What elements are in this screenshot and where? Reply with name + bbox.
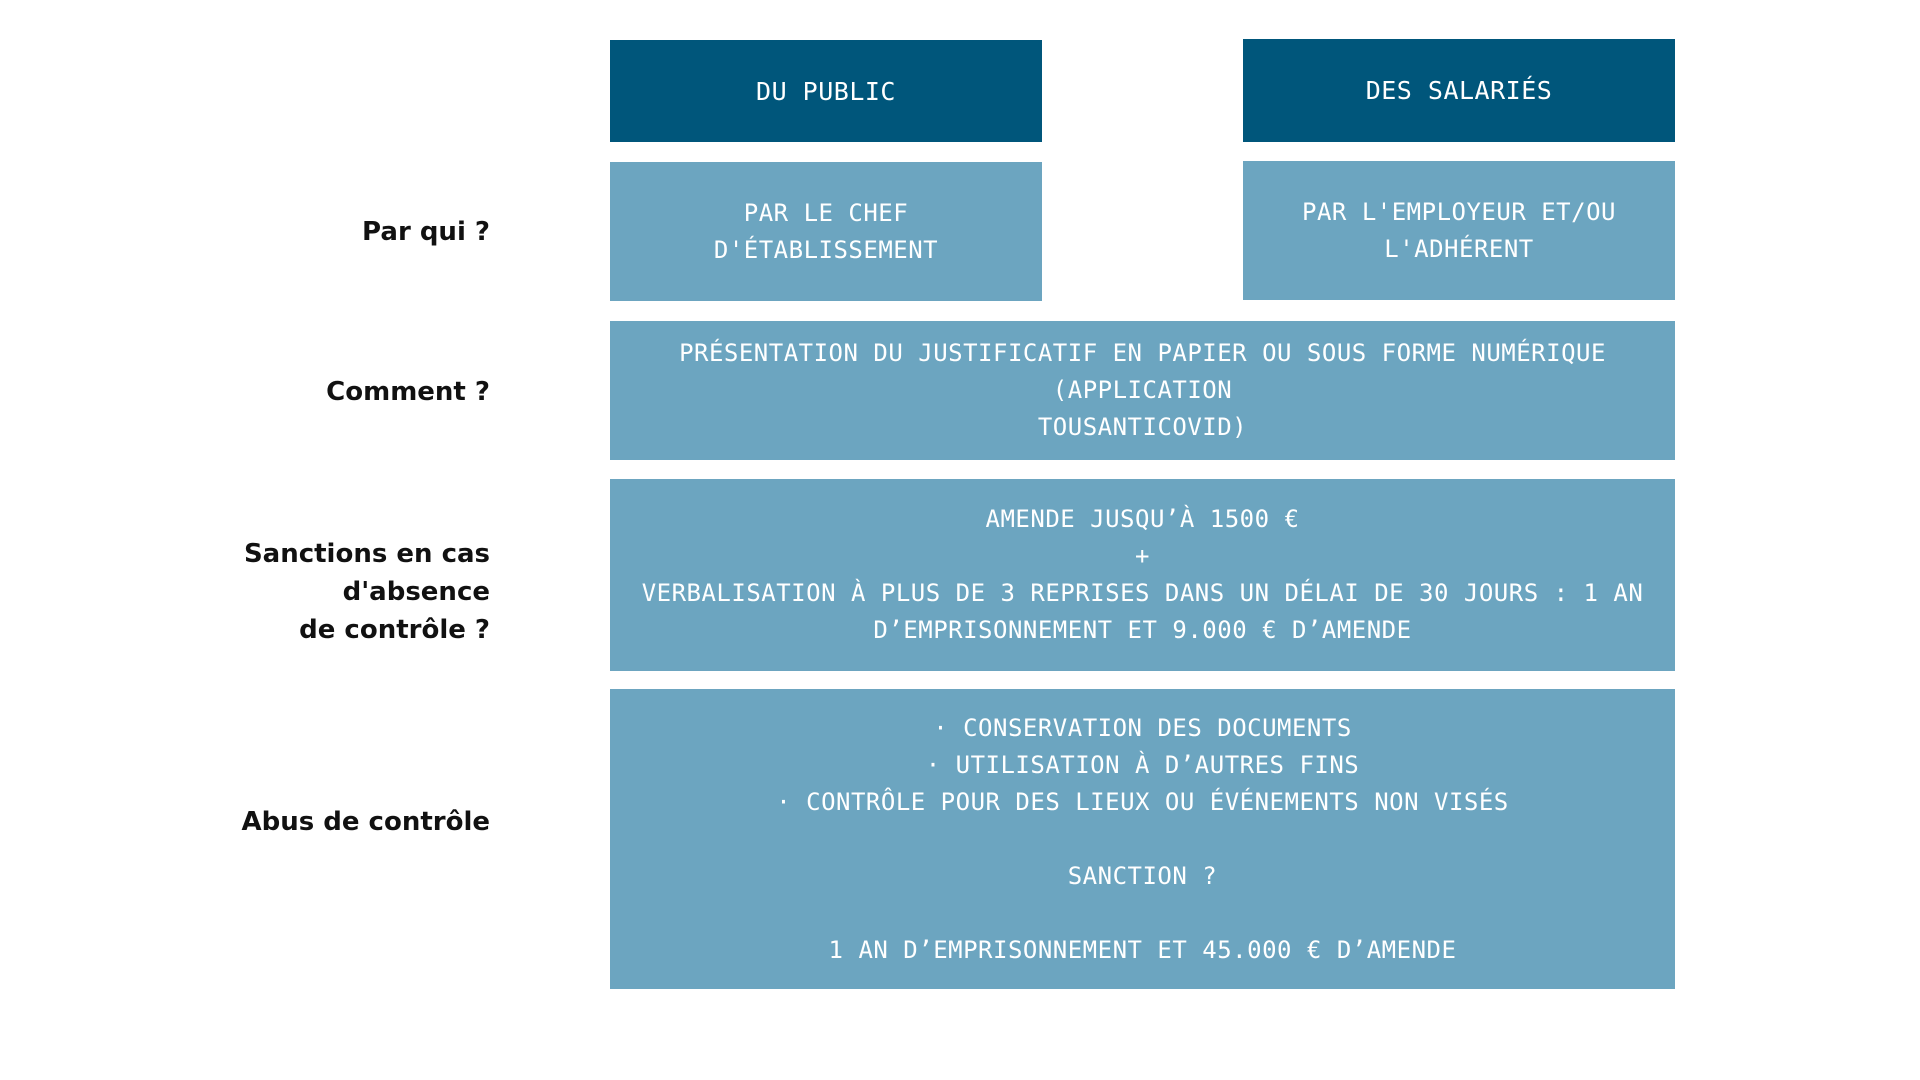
- row-label-sanctions: Sanctions en cas d'absence de contrôle ?: [243, 539, 490, 645]
- cell-par-qui-salaries: PAR L'EMPLOYEUR ET/OU L'ADHÉRENT: [1243, 161, 1675, 300]
- cell-abus-de-controle: · CONSERVATION DES DOCUMENTS · UTILISATION À D’AUTRES FINS · CONTRÔLE POUR DES LIEUX OU ÉVÉNEMENTS NON VISÉS SANCTION ? 1 AN D’EMPRISONNEMENT ET 45.000 € D’AMENDE: [610, 689, 1675, 989]
- row-label-abus: Abus de contrôle: [241, 807, 490, 837]
- row-label-comment: Comment ?: [326, 377, 490, 407]
- column-header-public: DU PUBLIC: [610, 40, 1042, 142]
- row-label-par-qui: Par qui ?: [362, 217, 490, 247]
- cell-sanctions: AMENDE JUSQU’À 1500 € + VERBALISATION À PLUS DE 3 REPRISES DANS UN DÉLAI DE 30 JOURS : 1 AN D’EMPRISONNEMENT ET 9.000 € D’AMENDE: [610, 479, 1675, 671]
- cell-par-qui-public: PAR LE CHEF D'ÉTABLISSEMENT: [610, 162, 1042, 301]
- column-header-salaries: DES SALARIÉS: [1243, 39, 1675, 142]
- cell-comment: PRÉSENTATION DU JUSTIFICATIF EN PAPIER OU SOUS FORME NUMÉRIQUE (APPLICATION TOUSANTICOVID): [610, 321, 1675, 460]
